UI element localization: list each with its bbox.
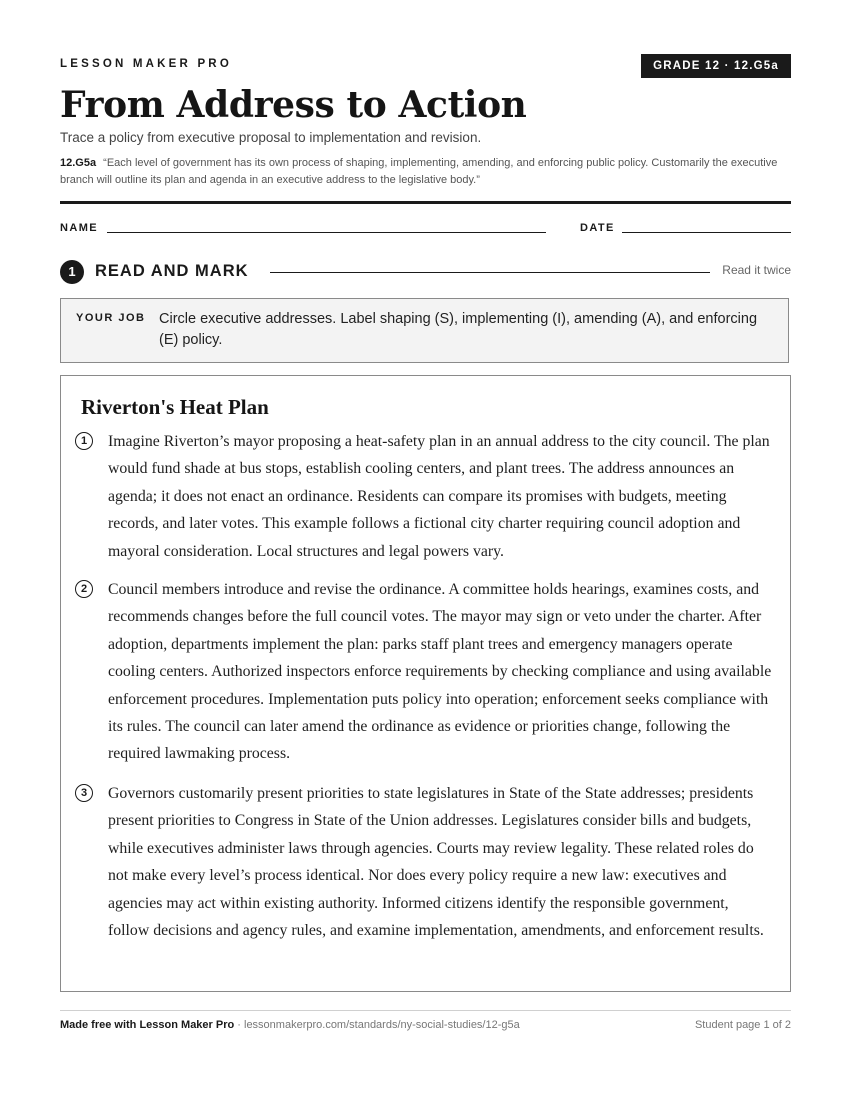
job-label: YOUR JOB (76, 312, 146, 324)
footer-credit (60, 1019, 520, 1031)
job-instructions-box (60, 298, 789, 363)
section-number-badge: 1 (60, 260, 84, 284)
page-subtitle: Trace a policy from executive proposal to implementation and revision. (60, 130, 482, 145)
passage-paragraph-2: Council members introduce and revise the ordinance. A committee holds hearings, examines costs, and recommends changes before the full council votes. The mayor may sign or veto under the charter. After adoption, departments implement the plan: parks staff plant trees and emergency managers operate cooling centers. Authorized inspectors enforce requirements by checking compliance and using available enforcement procedures. Implementation puts policy into operation; enforcement seeks compliance with its rules. The council can later amend the ordinance as evidence or priorities change, following the required lawmaking process. (108, 581, 772, 763)
standard-code: 12.G5a (60, 157, 97, 169)
section-rule (270, 272, 710, 273)
paragraph-number-2: 2 (75, 580, 93, 598)
date-label: DATE (580, 222, 615, 234)
job-text: Circle executive addresses. Label shaping (S), implementing (I), amending (A), and enforcing (E) policy. (159, 311, 758, 348)
grade-badge: GRADE 12 · 12.G5a (641, 54, 791, 78)
standard-statement (60, 155, 791, 189)
date-field-line[interactable] (622, 232, 791, 233)
standard-text: “Each level of government has its own process of shaping, implementing, amending, and enforcing public policy. Customarily the executive branch will outline its plan and agenda in an executive address to the legislative body.” (60, 157, 778, 186)
footer-url[interactable]: lessonmakerpro.com/standards/ny-social-studies/12-g5a (244, 1019, 520, 1031)
footer-divider (60, 1010, 791, 1011)
passage-title: Riverton's Heat Plan (81, 395, 269, 419)
reading-passage-box (60, 375, 791, 992)
section-note: Read it twice (722, 263, 791, 277)
footer-page-number: Student page 1 of 2 (694, 1019, 791, 1031)
name-field-line[interactable] (107, 232, 546, 233)
header-divider (60, 201, 791, 204)
passage-paragraph-3: Governors customarily present priorities to state legislatures in State of the State addresses; presidents present priorities to Congress in State of the Union addresses. Legislatures consider bills and budgets, while executives administer laws through agencies. Courts may review legality. These related roles do not make every level’s process identical. Nor does every policy require a new law: executives and agencies may act within existing authority. Informed citizens identify the responsible government, follow decisions and agency rules, and examine implementation, amendments, and enforcement results. (108, 785, 764, 940)
paragraph-number-1: 1 (75, 432, 93, 450)
paragraph-number-3: 3 (75, 784, 93, 802)
footer-made-with: Made free with Lesson Maker Pro (60, 1019, 235, 1031)
brand-name: LESSON MAKER PRO (60, 58, 232, 70)
page-title: From Address to Action (60, 84, 527, 126)
footer-separator: · (234, 1019, 244, 1031)
section-title: READ AND MARK (95, 262, 249, 280)
passage-paragraph-1: Imagine Riverton’s mayor proposing a heat-safety plan in an annual address to the city council. The plan would fund shade at bus stops, establish cooling centers, and plant trees. The address announces an agenda; it does not enact an ordinance. Residents can compare its promises with budgets, meeting records, and later votes. This example follows a fictional city charter requiring council adoption and mayoral consideration. Local structures and legal powers vary. (108, 433, 770, 560)
name-label: NAME (60, 222, 98, 234)
